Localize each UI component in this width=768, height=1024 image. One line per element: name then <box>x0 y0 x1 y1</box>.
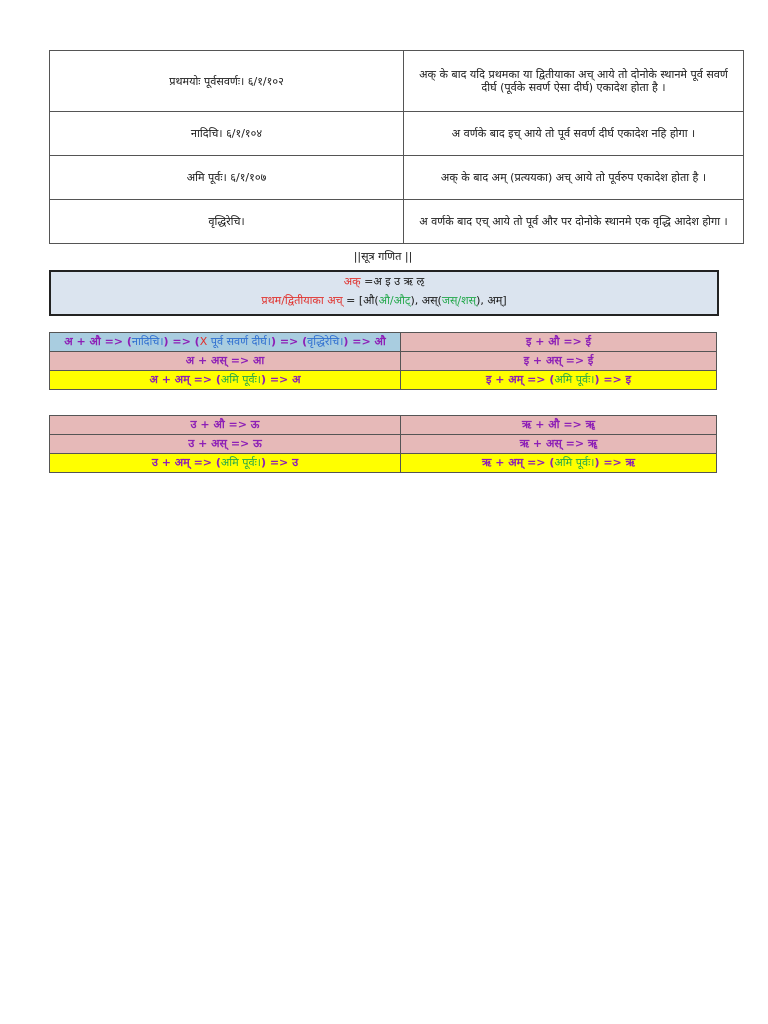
sutra-ref: अमि पूर्वः। <box>220 456 261 469</box>
au-pratyaya: औ/औट् <box>378 294 411 307</box>
ach-term: प्रथम/द्वितीयाका अच् <box>261 294 343 307</box>
sutra-cell: अमि पूर्वः। ६/१/१०७ <box>50 156 404 200</box>
summary-line-ak <box>51 272 717 291</box>
rule-row <box>50 156 744 200</box>
sandhi-ri-am <box>401 454 717 473</box>
grid-row <box>50 371 717 390</box>
rule-row <box>50 112 744 156</box>
meaning-cell: अ वर्णके बाद इच् आये तो पूर्व सवर्ण दीर्घ एकादेश नहि होगा । <box>404 112 744 156</box>
meaning-cell: अक् के बाद अम् (प्रत्ययका) अच् आये तो पूर्वरुप एकादेश होता है । <box>404 156 744 200</box>
formula-text: उ + औ => ऊ <box>190 418 260 431</box>
grid-row <box>50 333 717 352</box>
formula-part: अ + औ => ( <box>64 335 132 348</box>
summary-line-ach <box>51 291 717 310</box>
rule-row <box>50 200 744 244</box>
sandhi-ri-as <box>401 435 717 454</box>
formula-text: इ + औ => ई <box>525 335 592 348</box>
formula-part: अ + अम् => ( <box>149 373 221 386</box>
formula-text: अ + अस् => आ <box>185 354 265 367</box>
sandhi-u-as <box>50 435 401 454</box>
sutra-ref: अमि पूर्वः। <box>220 373 261 386</box>
sandhi-i-as <box>401 352 717 371</box>
sandhi-i-au <box>401 333 717 352</box>
ak-term: अक् <box>343 275 361 288</box>
sandhi-a-am <box>50 371 401 390</box>
sutra-ref: अमि पूर्वः। <box>554 456 595 469</box>
sutra-cell: नादिचि। ६/१/१०४ <box>50 112 404 156</box>
sandhi-grid-a-i <box>49 332 717 390</box>
grid-row <box>50 454 717 473</box>
sutra-ref: पूर्व सवर्ण दीर्घ। <box>210 335 271 348</box>
formula-part: ) => ( <box>270 335 308 348</box>
sandhi-u-au <box>50 416 401 435</box>
sandhi-a-au <box>50 333 401 352</box>
formula-part: ) => अ <box>260 373 301 386</box>
negation-mark: X <box>199 335 211 348</box>
formula-part: ) => ऋ <box>594 456 635 469</box>
grid-row <box>50 352 717 371</box>
meaning-cell: अ वर्णके बाद एच् आये तो पूर्व और पर दोनोके स्थानमे एक वृद्धि आदेश होगा । <box>404 200 744 244</box>
formula-text: ऋ + औ => ॠ <box>522 418 595 431</box>
sutra-ref: अमि पूर्वः। <box>554 373 595 386</box>
sandhi-a-as <box>50 352 401 371</box>
sutra-cell: प्रथमयोः पूर्वसवर्णः। ६/१/१०२ <box>50 51 404 112</box>
grid-row <box>50 416 717 435</box>
formula-part: ) => ( <box>163 335 200 348</box>
sutra-rules-table <box>49 50 744 244</box>
formula-part: उ + अम् => ( <box>151 456 221 469</box>
ach-def-part: ), अस्( <box>410 294 442 307</box>
formula-part: इ + अम् => ( <box>485 373 555 386</box>
formula-part: ऋ + अम् => ( <box>482 456 555 469</box>
sutra-ref: नादिचि। <box>131 335 164 348</box>
summary-box <box>49 270 719 316</box>
sandhi-i-am <box>401 371 717 390</box>
section-heading: ||सूत्र गणित || <box>353 250 413 263</box>
formula-text: इ + अस् => ई <box>523 354 594 367</box>
formula-text: उ + अस् => ऊ <box>188 437 262 450</box>
rule-row <box>50 51 744 112</box>
formula-part: ) => इ <box>594 373 631 386</box>
sandhi-ri-au <box>401 416 717 435</box>
as-pratyaya: जस्/शस् <box>441 294 477 307</box>
ach-def-part: ), अम्] <box>476 294 507 307</box>
sandhi-grid-u-ri <box>49 415 717 473</box>
ach-def-part: = [औ( <box>342 294 379 307</box>
sutra-ref: वृद्धिरेचि। <box>307 335 344 348</box>
meaning-cell: अक् के बाद यदि प्रथमका या द्वितीयाका अच् आये तो दोनोके स्थानमे पूर्व सवर्ण दीर्घ (पूर्वके सवर्ण ऐसा दीर्घ) एकादेश होता है । <box>404 51 744 112</box>
formula-part: ) => औ <box>343 335 386 348</box>
formula-part: ) => उ <box>260 456 299 469</box>
formula-text: ऋ + अस् => ॠ <box>519 437 598 450</box>
ak-definition: =अ इ उ ऋ ऌ <box>360 275 425 288</box>
grid-row <box>50 435 717 454</box>
sutra-cell: वृद्धिरेचि। <box>50 200 404 244</box>
sandhi-u-am <box>50 454 401 473</box>
